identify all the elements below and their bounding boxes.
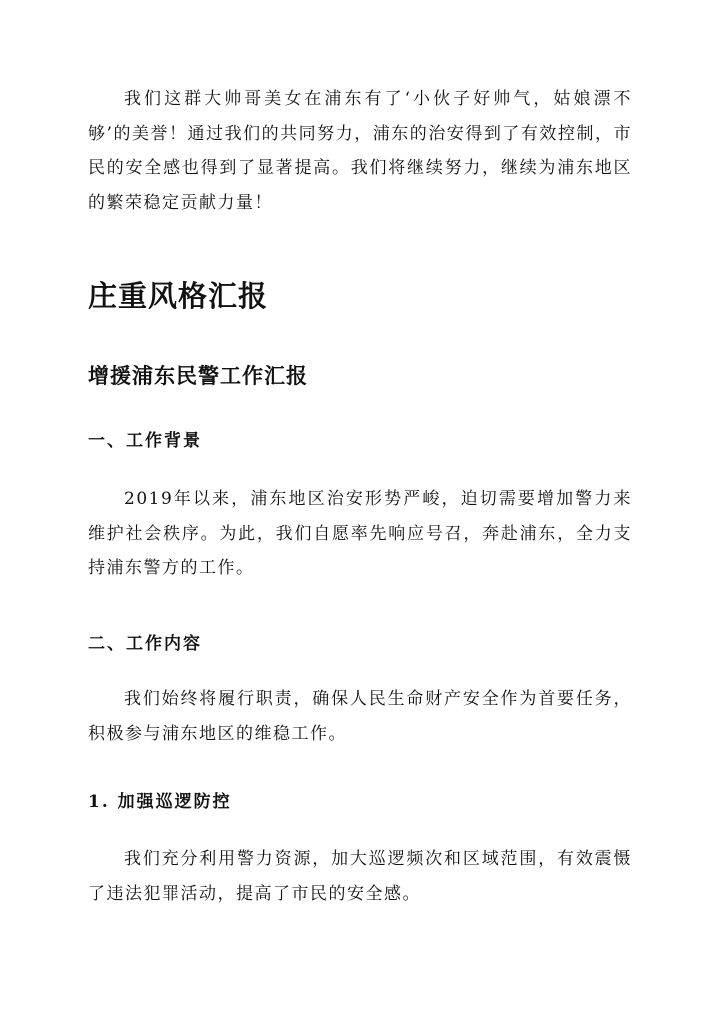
content-paragraph: 我们始终将履行职责，确保人民生命财产安全作为首要任务，积极参与浦东地区的维稳工作。 — [88, 689, 632, 744]
section-heading-background: 一、工作背景 — [88, 431, 202, 451]
section-heading-content: 二、工作内容 — [88, 634, 202, 654]
main-heading: 庄重风格汇报 — [88, 279, 269, 313]
background-paragraph: 2019年以来，浦东地区治安形势严峻，迫切需要增加警力来维护社会秩序。为此，我们自愿率先响应号召，奔赴浦东，全力支持浦东警方的工作。 — [88, 489, 632, 579]
patrol-paragraph: 我们充分利用警力资源，加大巡逻频次和区域范围，有效震慑了违法犯罪活动，提高了市民的安全感。 — [88, 849, 632, 904]
subsection-heading-patrol: 1. 加强巡逻防控 — [88, 792, 232, 812]
report-title: 增援浦东民警工作汇报 — [88, 363, 308, 388]
intro-paragraph: 我们这群大帅哥美女在浦东有了‘小伙子好帅气，姑娘漂不够’的美誉！通过我们的共同努力，浦东的治安得到了有效控制，市民的安全感也得到了显著提高。我们将继续努力，继续为浦东地区的繁荣稳定贡献力量！ — [88, 89, 632, 214]
